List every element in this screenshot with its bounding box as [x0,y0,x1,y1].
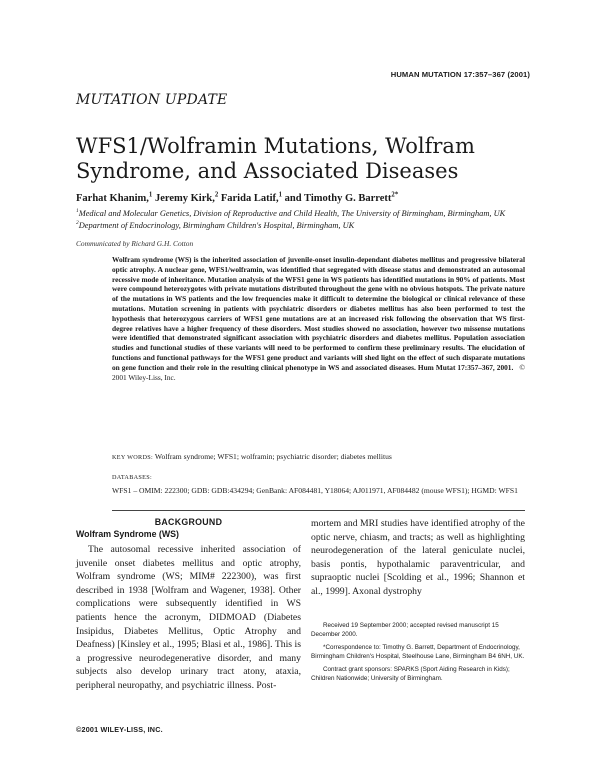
keywords-text: Wolfram syndrome; WFS1; wolframin; psychiatric disorder; diabetes mellitus [154,452,392,461]
footnotes [311,622,525,689]
grant-note: Contract grant sponsors: SPARKS (Sport Aiding Research in Kids); Children Nationwide; University of Birmingham. [311,666,510,682]
body-text-right: mortem and MRI studies have identified atrophy of the optic nerve, chiasm, and tracts; as well as highlighting neurodegeneration of the lateral geniculate nuclei, basis pontis, hypothalamic paraventricular, and supraoptic nuclei [Scolding et al., 1996; Shannon et al., 1999]. Axonal dystrophy [311,518,525,597]
publisher-copyright: ©2001 WILEY-LISS, INC. [76,725,163,734]
keywords [112,452,525,461]
author: Timothy G. Barrett$^{2*}$ [304,191,399,204]
journal-reference: HUMAN MUTATION 17:357–367 (2001) [390,70,530,79]
databases-text: WFS1 – OMIM: 222300; GDB: GDB:434294; GenBank: AF084481, Y18064; AJ011971, AF084482 (mouse WFS1); HGMD: WFS1 [112,486,518,495]
correspondence-note: *Correspondence to: Timothy G. Barrett, Department of Endocrinology, Birmingham Children's Hospital, Steelhouse Lane, Birmingham B4 6NH, UK. [311,644,525,660]
body-text-left: The autosomal recessive inherited association of juvenile onset diabetes mellitus and optic atrophy, Wolfram syndrome (WS; MIM# 222300), was first described in 1938 [Wolfram and Wagener, 1938]. Other complications were subsequently identified in WS patients hence the acronym, DIDMOAD (Diabetes Insipidus, Diabetes Mellitus, Optic Atrophy and Deafness) [Kinsley et al., 1995; Blasi et al., 1986]. This is a progressive neurodegenerative disorder, and many subjects also develop urinary tract atony, ataxia, peripheral neuropathy, and psychiatric illness. Post- [76,544,301,691]
section-label: MUTATION UPDATE [76,92,228,108]
received-note: Received 19 September 2000; accepted revised manuscript 15 December 2000. [311,622,499,638]
author: Farhat Khanim,$^1$ [76,191,153,204]
author: Jeremy Kirk,$^2$ [154,191,219,204]
affiliation: $^2$Department of Endocrinology, Birmingham Children's Hospital, Birmingham, UK [76,219,355,230]
affiliation: $^1$Medical and Molecular Genetics, Division of Reproductive and Child Health, The University of Birmingham, Birmingham, UK [76,208,506,218]
abstract-copyright: © 2001 Wiley-Liss, Inc. [112,362,525,382]
keywords-label: KEY WORDS: [112,454,153,461]
author: Farida Latif,$^1$ and [220,191,305,204]
databases-gene: WFS1 [112,486,132,495]
communicated-by: Communicated by Richard G.H. Cotton [76,239,194,248]
abstract [112,255,525,382]
author-list [76,193,536,204]
affiliations [76,208,536,231]
section-divider [112,510,525,511]
databases-label: DATABASES: [112,474,152,481]
abstract-text: Wolfram syndrome (WS) is the inherited association of juvenile-onset insulin-dependant diabetes mellitus and progressive bilateral optic atrophy. A nuclear gene, WFS1/wolframin, was identified that segregated with disease status and demonstrated an autosomal recessive mode of inheritance. Mutation analysis of the WFS1 gene in WS patients has identified mutations in 90% of patients. Most were compound heterozygotes with private mutations distributed throughout the gene with no obvious hotspots. The private nature of the mutations in WS patients and the low frequencies make it difficult to determine the biological or clinical relevance of these mutations. Mutation screening in patients with psychiatric disorders or diabetes mellitus has also been performed to test the hypothesis that heterozygous carriers of WFS1 gene mutations are at an increased risk following the observation that WS first-degree relatives have a higher frequency of these disorders. Most studies showed no association, however two missense mutations were identified that demonstrated significant association with psychiatric disorders and diabetes mellitus. Population association studies and functional studies of these variants will need to be performed to confirm these preliminary results. The elucidation of functions and functional pathways for the WFS1 gene product and variants will shed light on the effect of such disparate mutations on gene function and their role in the resulting clinical phenotype in WS and associated diseases. Hum Mutat 17:357–367, 2001. [112,255,525,372]
subsection-heading: Wolfram Syndrome (WS) [76,529,179,539]
section-heading: BACKGROUND [154,517,223,527]
article-title: WFS1/Wolframin Mutations, Wolfram Syndrome, and Associated Diseases [76,134,475,183]
